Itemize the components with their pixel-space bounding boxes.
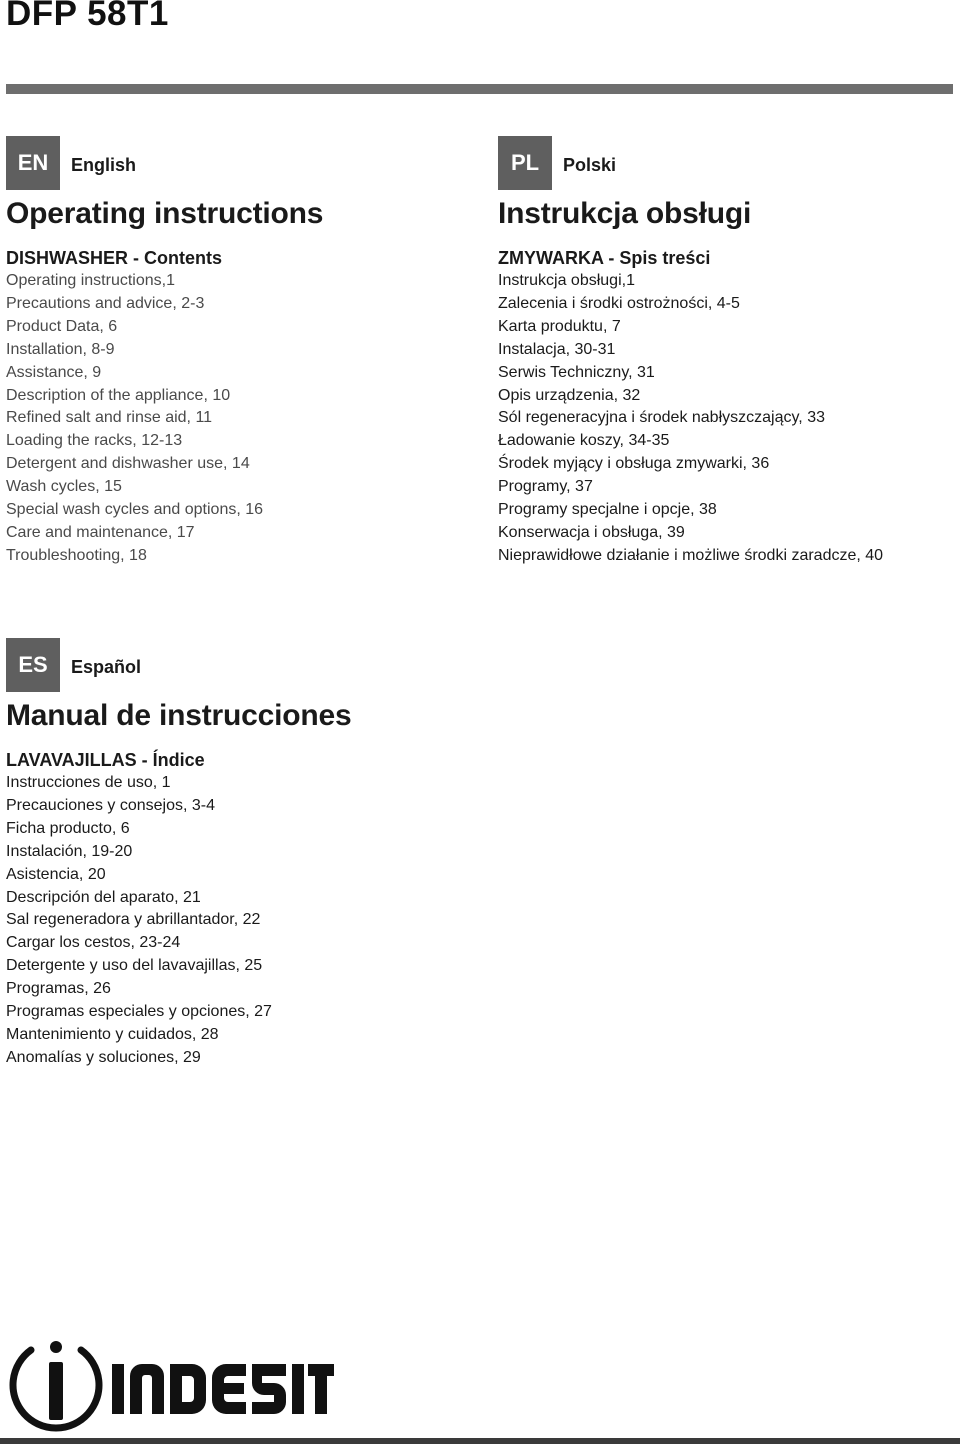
section-title: Operating instructions — [6, 197, 324, 230]
contents-item: Care and maintenance, 17 — [6, 523, 195, 541]
contents-item: Loading the racks, 12-13 — [6, 432, 183, 450]
contents-item: Precauciones y consejos, 3-4 — [6, 796, 215, 814]
contents-heading: LAVAVAJILLAS - Índice — [6, 750, 205, 770]
contents-item: Sal regeneradora y abrillantador, 22 — [6, 911, 261, 929]
contents-item: Special wash cycles and options, 16 — [6, 501, 264, 519]
contents-list — [6, 772, 476, 1070]
language-header — [498, 136, 960, 190]
contents-item: Ładowanie koszy, 34-35 — [498, 432, 670, 450]
contents-item: Detergente y uso del lavavajillas, 25 — [6, 957, 263, 975]
contents-item: Ficha producto, 6 — [6, 819, 130, 837]
language-code-badge: PL — [498, 136, 552, 190]
contents-list — [498, 270, 960, 568]
model-title: DFP 58T1 — [6, 0, 169, 33]
section-english — [6, 136, 476, 568]
contents-heading: DISHWASHER - Contents — [6, 248, 222, 268]
header-divider — [6, 84, 953, 94]
section-polish — [498, 136, 960, 568]
contents-item: Sól regeneracyjna i środek nabłyszczający, 33 — [498, 409, 825, 427]
contents-item: Serwis Techniczny, 31 — [498, 363, 655, 381]
contents-item: Instrucciones de uso, 1 — [6, 774, 171, 791]
section-title: Manual de instrucciones — [6, 699, 352, 732]
contents-item: Precautions and advice, 2-3 — [6, 294, 205, 312]
contents-item: Operating instructions,1 — [6, 272, 175, 289]
contents-item: Installation, 8-9 — [6, 340, 115, 358]
contents-item: Refined salt and rinse aid, 11 — [6, 409, 213, 427]
indesit-logo-wordmark — [112, 1364, 334, 1414]
language-code-badge: EN — [6, 136, 60, 190]
footer-divider — [0, 1438, 960, 1444]
contents-item: Cargar los cestos, 23-24 — [6, 934, 181, 952]
contents-item: Assistance, 9 — [6, 363, 102, 381]
contents-item: Anomalías y soluciones, 29 — [6, 1048, 201, 1066]
contents-item: Product Data, 6 — [6, 317, 118, 335]
contents-item: Zalecenia i środki ostrożności, 4-5 — [498, 294, 740, 312]
indesit-logo — [6, 1336, 336, 1436]
indesit-logo-icon — [13, 1341, 99, 1428]
contents-item: Karta produktu, 7 — [498, 317, 621, 335]
contents-item: Asistencia, 20 — [6, 865, 106, 883]
contents-item: Description of the appliance, 10 — [6, 386, 231, 404]
contents-item: Opis urządzenia, 32 — [498, 386, 641, 404]
contents-item: Programas, 26 — [6, 980, 111, 998]
contents-item: Troubleshooting, 18 — [6, 546, 147, 564]
language-header — [6, 136, 476, 190]
contents-item: Programy specjalne i opcje, 38 — [498, 501, 717, 519]
contents-item: Mantenimiento y cuidados, 28 — [6, 1025, 219, 1043]
contents-list — [6, 270, 476, 568]
contents-item: Nieprawidłowe działanie i możliwe środki zaradcze, 40 — [498, 546, 884, 564]
contents-item: Instalación, 19-20 — [6, 842, 133, 860]
contents-item: Descripción del aparato, 21 — [6, 888, 201, 906]
language-name: Polski — [563, 154, 617, 175]
contents-item: Środek myjący i obsługa zmywarki, 36 — [498, 455, 770, 473]
contents-item: Instalacja, 30-31 — [498, 340, 616, 358]
section-spanish — [6, 638, 476, 1070]
contents-item: Konserwacja i obsługa, 39 — [498, 523, 685, 541]
contents-item: Detergent and dishwasher use, 14 — [6, 455, 250, 473]
contents-heading: ZMYWARKA - Spis treści — [498, 248, 711, 268]
contents-item: Programas especiales y opciones, 27 — [6, 1003, 272, 1021]
contents-item: Programy, 37 — [498, 478, 593, 496]
contents-item: Instrukcja obsługi,1 — [498, 272, 635, 289]
language-code-badge: ES — [6, 638, 60, 692]
language-name: Español — [71, 656, 142, 677]
section-title: Instrukcja obsługi — [498, 197, 752, 230]
contents-item: Wash cycles, 15 — [6, 478, 122, 496]
language-name: English — [71, 154, 137, 175]
language-header — [6, 638, 476, 692]
